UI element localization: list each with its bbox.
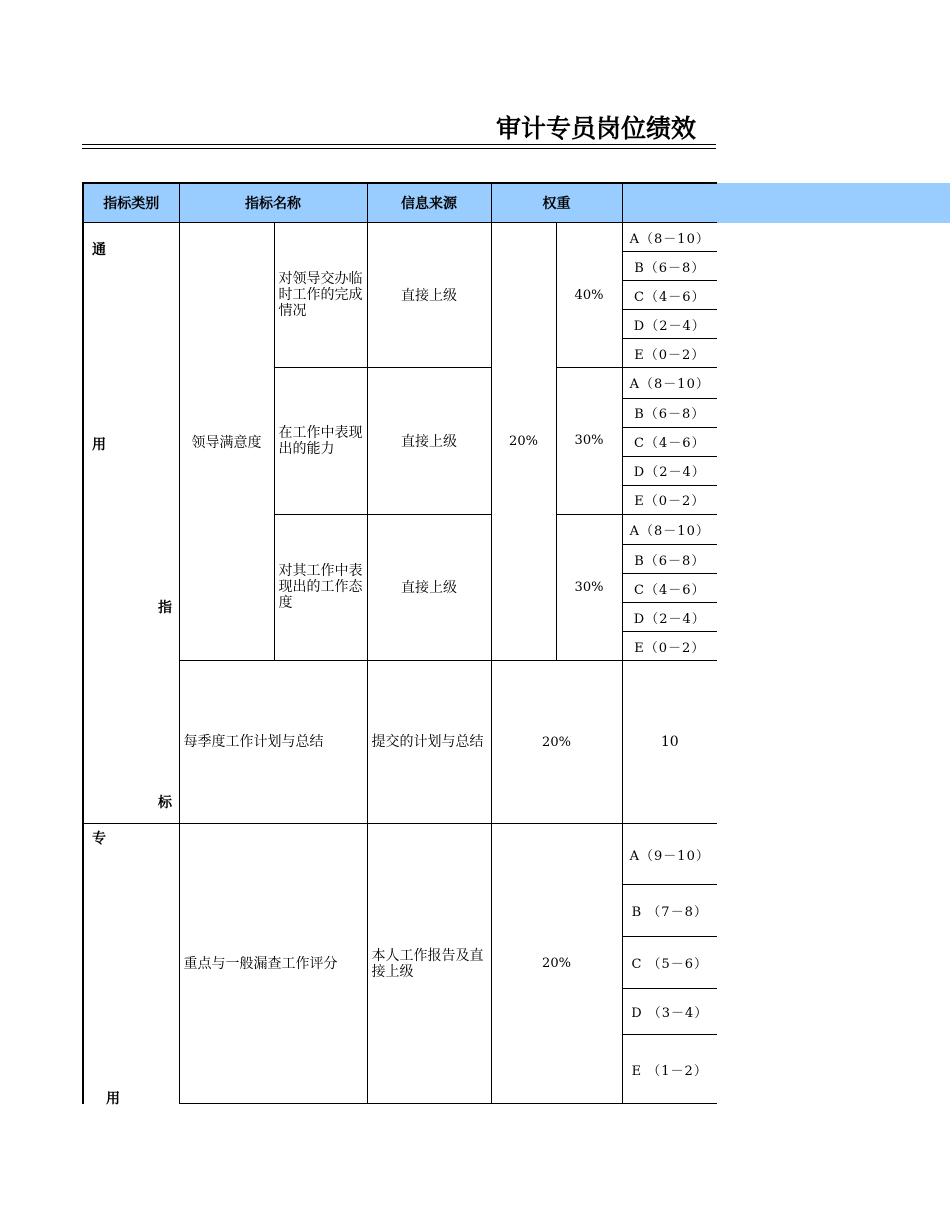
grade-cell: E（0－2） — [622, 339, 717, 368]
leader-satisfaction-name: 领导满意度 — [179, 223, 274, 661]
grade-cell: B（6－8） — [622, 545, 717, 574]
grade-cell: B （7－8） — [622, 885, 717, 937]
grade-cell: C（4－6） — [622, 574, 717, 603]
audit-source: 本人工作报告及直接上级 — [367, 824, 491, 1104]
grade-cell: D（2－4） — [622, 603, 717, 632]
grade-cell: A（8－10） — [622, 368, 717, 399]
item-name: 对其工作中表现出的工作态度 — [274, 514, 367, 661]
grade-cell: A（8－10） — [622, 223, 717, 252]
table-row — [83, 223, 717, 252]
audit-weight: 20% — [491, 824, 622, 1104]
category-char: 用 — [92, 437, 106, 453]
leader-satisfaction-weight: 20% — [491, 223, 556, 661]
item-name: 对领导交办临时工作的完成情况 — [274, 223, 367, 368]
grade-cell: E （1－2） — [622, 1035, 717, 1104]
grade-cell: A（9－10） — [622, 824, 717, 885]
header-fill-extension — [716, 183, 950, 223]
grade-cell: E（0－2） — [622, 632, 717, 661]
item-source: 直接上级 — [367, 223, 491, 368]
kpi-table — [82, 182, 717, 1107]
header-category: 指标类别 — [83, 183, 179, 223]
grade-cell: C （5－6） — [622, 937, 717, 989]
table-row — [83, 824, 717, 885]
grade-cell: D （3－4） — [622, 989, 717, 1035]
grade-cell: B（6－8） — [622, 252, 717, 281]
page-title: 审计专员岗位绩效 — [496, 114, 697, 143]
category-char: 专 — [92, 831, 106, 847]
category-char: 指 — [158, 600, 172, 616]
grade-cell: E（0－2） — [622, 485, 717, 514]
category-char: 通 — [92, 242, 106, 258]
item-source: 直接上级 — [367, 514, 491, 661]
audit-name: 重点与一般漏查工作评分 — [179, 824, 367, 1104]
item-weight: 30% — [556, 368, 622, 515]
category-special — [83, 824, 179, 1107]
grade-cell: D（2－4） — [622, 310, 717, 339]
header-weight: 权重 — [491, 183, 622, 223]
header-name: 指标名称 — [179, 183, 367, 223]
quarterly-score: 10 — [622, 661, 717, 824]
quarterly-source: 提交的计划与总结 — [367, 661, 491, 824]
header-score — [622, 183, 717, 223]
grade-cell: A（8－10） — [622, 514, 717, 545]
header-source: 信息来源 — [367, 183, 491, 223]
grade-cell: B（6－8） — [622, 398, 717, 427]
title-rule-top — [82, 144, 716, 145]
category-char: 标 — [158, 795, 172, 811]
category-char: 用 — [106, 1091, 120, 1107]
title-rule-bottom — [82, 148, 716, 149]
grade-cell: C（4－6） — [622, 427, 717, 456]
item-weight: 30% — [556, 514, 622, 661]
item-name: 在工作中表现出的能力 — [274, 368, 367, 515]
category-general — [83, 223, 179, 824]
item-weight: 40% — [556, 223, 622, 368]
item-source: 直接上级 — [367, 368, 491, 515]
header-row — [83, 183, 717, 223]
grade-cell: C（4－6） — [622, 281, 717, 310]
quarterly-name: 每季度工作计划与总结 — [179, 661, 367, 824]
quarterly-weight: 20% — [491, 661, 622, 824]
grade-cell: D（2－4） — [622, 456, 717, 485]
